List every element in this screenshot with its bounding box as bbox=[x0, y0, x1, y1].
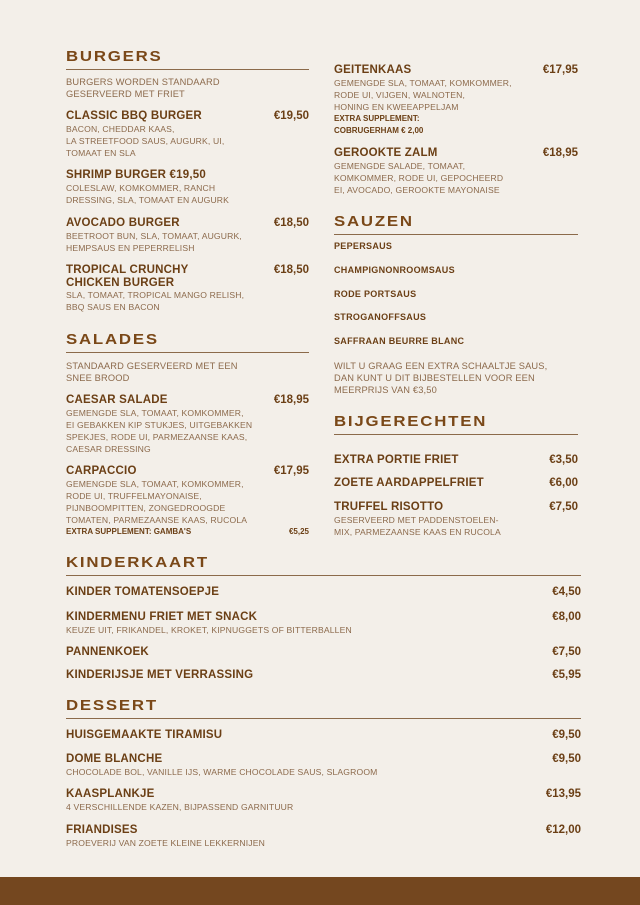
item-description: GEMENGDE SLA, TOMAAT, KOMKOMMER, bbox=[334, 77, 512, 88]
sauce-item: STROGANOFFSAUS bbox=[334, 312, 427, 322]
menu-item bbox=[66, 669, 581, 682]
item-description: HONING EN KWEEAPPELJAM bbox=[334, 101, 459, 112]
menu-item bbox=[334, 64, 578, 137]
menu-item bbox=[334, 477, 578, 490]
item-price: €17,95 bbox=[542, 64, 578, 76]
item-price: €7,50 bbox=[549, 501, 578, 513]
item-price: €12,00 bbox=[545, 824, 581, 836]
note-line: WILT U GRAAG EEN EXTRA SCHAALTJE SAUS, bbox=[334, 361, 548, 371]
dessert-heading: DESSERT bbox=[66, 697, 158, 714]
item-name: HUISGEMAAKTE TIRAMISU bbox=[66, 729, 223, 741]
menu-item bbox=[334, 501, 578, 538]
sauce-item: RODE PORTSAUS bbox=[334, 289, 417, 299]
burgers-note bbox=[66, 76, 220, 100]
kinderkaart-heading: KINDERKAART bbox=[66, 554, 209, 571]
item-name: CAESAR SALADE bbox=[66, 394, 168, 406]
item-description: GEMENGDE SLA, TOMAAT, KOMKOMMER, bbox=[66, 407, 244, 418]
item-price: €18,95 bbox=[273, 394, 309, 406]
extra-supplement-price: €5,25 bbox=[288, 526, 309, 536]
item-name: KINDERIJSJE MET VERRASSING bbox=[66, 669, 254, 681]
item-description: EI GEBAKKEN KIP STUKJES, UITGEBAKKEN bbox=[66, 419, 253, 430]
item-description: TOMAAT EN SLA bbox=[66, 147, 136, 158]
footer-band bbox=[0, 877, 640, 905]
item-price: €18,50 bbox=[273, 264, 309, 276]
salades-heading: SALADES bbox=[66, 331, 159, 348]
note-line: SNEE BROOD bbox=[66, 373, 130, 383]
sauzen-note bbox=[334, 360, 547, 396]
item-name: SHRIMP BURGER €19,50 bbox=[66, 169, 206, 181]
menu-item bbox=[66, 465, 309, 538]
item-name: CLASSIC BBQ BURGER bbox=[66, 110, 202, 122]
item-name: DOME BLANCHE bbox=[66, 753, 163, 765]
sauce-item: PEPERSAUS bbox=[334, 241, 393, 251]
item-price: €17,95 bbox=[273, 465, 309, 477]
kinderkaart-divider bbox=[66, 575, 581, 576]
item-name: CARPACCIO bbox=[66, 465, 137, 477]
item-description: DRESSING, SLA, TOMAAT EN AUGURK bbox=[66, 194, 230, 205]
note-line: DAN KUNT U DIT BIJBESTELLEN VOOR EEN bbox=[334, 373, 535, 383]
menu-item bbox=[66, 586, 581, 599]
item-description: LA STREETFOOD SAUS, AUGURK, UI, bbox=[66, 135, 225, 146]
menu-item bbox=[66, 611, 581, 636]
item-description: SPEKJES, RODE UI, PARMEZAANSE KAAS, bbox=[66, 431, 248, 442]
item-name: EXTRA PORTIE FRIET bbox=[334, 454, 459, 466]
item-name: TROPICAL CRUNCHY CHICKEN BURGER bbox=[66, 264, 189, 289]
item-description: KOMKOMMER, RODE UI, GEPOCHEERD bbox=[334, 172, 504, 183]
item-description: RODE UI, VIJGEN, WALNOTEN, bbox=[334, 89, 466, 100]
item-description: 4 VERSCHILLENDE KAZEN, BIJPASSEND GARNITUUR bbox=[66, 801, 294, 812]
menu-item bbox=[66, 169, 309, 206]
sauce-item: SAFFRAAN BEURRE BLANC bbox=[334, 336, 465, 346]
extra-supplement bbox=[334, 113, 578, 125]
item-price: €18,50 bbox=[273, 217, 309, 229]
item-price: €3,50 bbox=[549, 454, 578, 466]
item-name: AVOCADO BURGER bbox=[66, 217, 180, 229]
item-price: €8,00 bbox=[552, 611, 581, 623]
item-description: BBQ SAUS EN BACON bbox=[66, 302, 160, 312]
item-name: GEROOKTE ZALM bbox=[334, 147, 438, 159]
menu-item bbox=[66, 217, 309, 254]
item-name: KINDERMENU FRIET MET SNACK bbox=[66, 611, 258, 623]
item-name: ZOETE AARDAPPELFRIET bbox=[334, 477, 484, 489]
dessert-divider bbox=[66, 718, 581, 719]
item-description: CAESAR DRESSING bbox=[66, 443, 151, 454]
item-description: BEETROOT BUN, SLA, TOMAAT, AUGURK, bbox=[66, 230, 242, 241]
extra-supplement bbox=[334, 125, 578, 137]
item-description: RODE UI, TRUFFELMAYONAISE, bbox=[66, 490, 202, 501]
item-price: €9,50 bbox=[552, 729, 581, 741]
item-description: GEMENGDE SALADE, TOMAAT, bbox=[334, 160, 466, 171]
item-description: GEMENGDE SLA, TOMAAT, KOMKOMMER, bbox=[66, 478, 244, 489]
item-description: KEUZE UIT, FRIKANDEL, KROKET, KIPNUGGETS OF BITTERBALLEN bbox=[66, 624, 352, 635]
burgers-divider bbox=[66, 69, 309, 70]
item-description: PIJNBOOMPITTEN, ZONGEDROOGDE bbox=[66, 502, 226, 513]
note-line: MEERPRIJS VAN €3,50 bbox=[334, 385, 437, 395]
note-line: STANDAARD GESERVEERD MET EEN bbox=[66, 361, 238, 371]
menu-item bbox=[66, 110, 309, 159]
menu-item bbox=[334, 454, 578, 467]
extra-supplement-label: COBRUGERHAM € 2,00 bbox=[334, 125, 424, 135]
salades-note bbox=[66, 360, 238, 384]
item-price: €7,50 bbox=[552, 646, 581, 658]
menu-item bbox=[66, 394, 309, 455]
bijgerechten-heading: BIJGERECHTEN bbox=[334, 413, 488, 430]
sauzen-heading: SAUZEN bbox=[334, 213, 414, 230]
item-price: €9,50 bbox=[552, 753, 581, 765]
sauzen-divider bbox=[334, 234, 578, 235]
item-price: €6,00 bbox=[549, 477, 578, 489]
item-price: €13,95 bbox=[545, 788, 581, 800]
item-name: PANNENKOEK bbox=[66, 646, 149, 658]
menu-item bbox=[66, 788, 581, 813]
sauce-item: CHAMPIGNONROOMSAUS bbox=[334, 265, 455, 275]
menu-item bbox=[66, 753, 581, 778]
item-description: PROEVERIJ VAN ZOETE KLEINE LEKKERNIJEN bbox=[66, 837, 265, 848]
item-price: €5,95 bbox=[552, 669, 581, 681]
item-price: €18,95 bbox=[542, 147, 578, 159]
extra-supplement-label: EXTRA SUPPLEMENT: bbox=[334, 113, 420, 123]
bijgerechten-divider bbox=[334, 434, 578, 435]
item-description: TOMATEN, PARMEZAANSE KAAS, RUCOLA bbox=[66, 514, 248, 525]
item-name: KAASPLANKJE bbox=[66, 788, 155, 800]
menu-item bbox=[66, 646, 581, 659]
note-line: BURGERS WORDEN STANDAARD bbox=[66, 77, 220, 87]
extra-supplement-label: EXTRA SUPPLEMENT: GAMBA'S bbox=[66, 526, 192, 536]
item-name: KINDER TOMATENSOEPJE bbox=[66, 586, 220, 598]
item-name: GEITENKAAS bbox=[334, 64, 412, 76]
item-description: CHOCOLADE BOL, VANILLE IJS, WARME CHOCOLADE SAUS, SLAGROOM bbox=[66, 766, 378, 777]
item-description: EI, AVOCADO, GEROOKTE MAYONAISE bbox=[334, 184, 500, 195]
menu-item bbox=[66, 729, 581, 742]
item-name: TRUFFEL RISOTTO bbox=[334, 501, 444, 513]
item-description: BACON, CHEDDAR KAAS, bbox=[66, 123, 175, 134]
item-description: COLESLAW, KOMKOMMER, RANCH bbox=[66, 182, 216, 193]
item-price: €4,50 bbox=[552, 586, 581, 598]
menu-item bbox=[334, 147, 578, 196]
burgers-heading: BURGERS bbox=[66, 48, 163, 65]
item-description: HEMPSAUS EN PEPERRELISH bbox=[66, 242, 195, 253]
item-description: MIX, PARMEZAANSE KAAS EN RUCOLA bbox=[334, 526, 501, 537]
item-description: SLA, TOMAAT, TROPICAL MANGO RELISH, bbox=[66, 290, 245, 300]
menu-item bbox=[66, 824, 581, 849]
item-name: FRIANDISES bbox=[66, 824, 138, 836]
item-description: GESERVEERD MET PADDENSTOELEN- bbox=[334, 514, 499, 525]
extra-supplement bbox=[66, 526, 309, 538]
salades-divider bbox=[66, 352, 309, 353]
item-price: €19,50 bbox=[273, 110, 309, 122]
note-line: GESERVEERD MET FRIET bbox=[66, 89, 185, 99]
menu-item bbox=[66, 264, 309, 313]
